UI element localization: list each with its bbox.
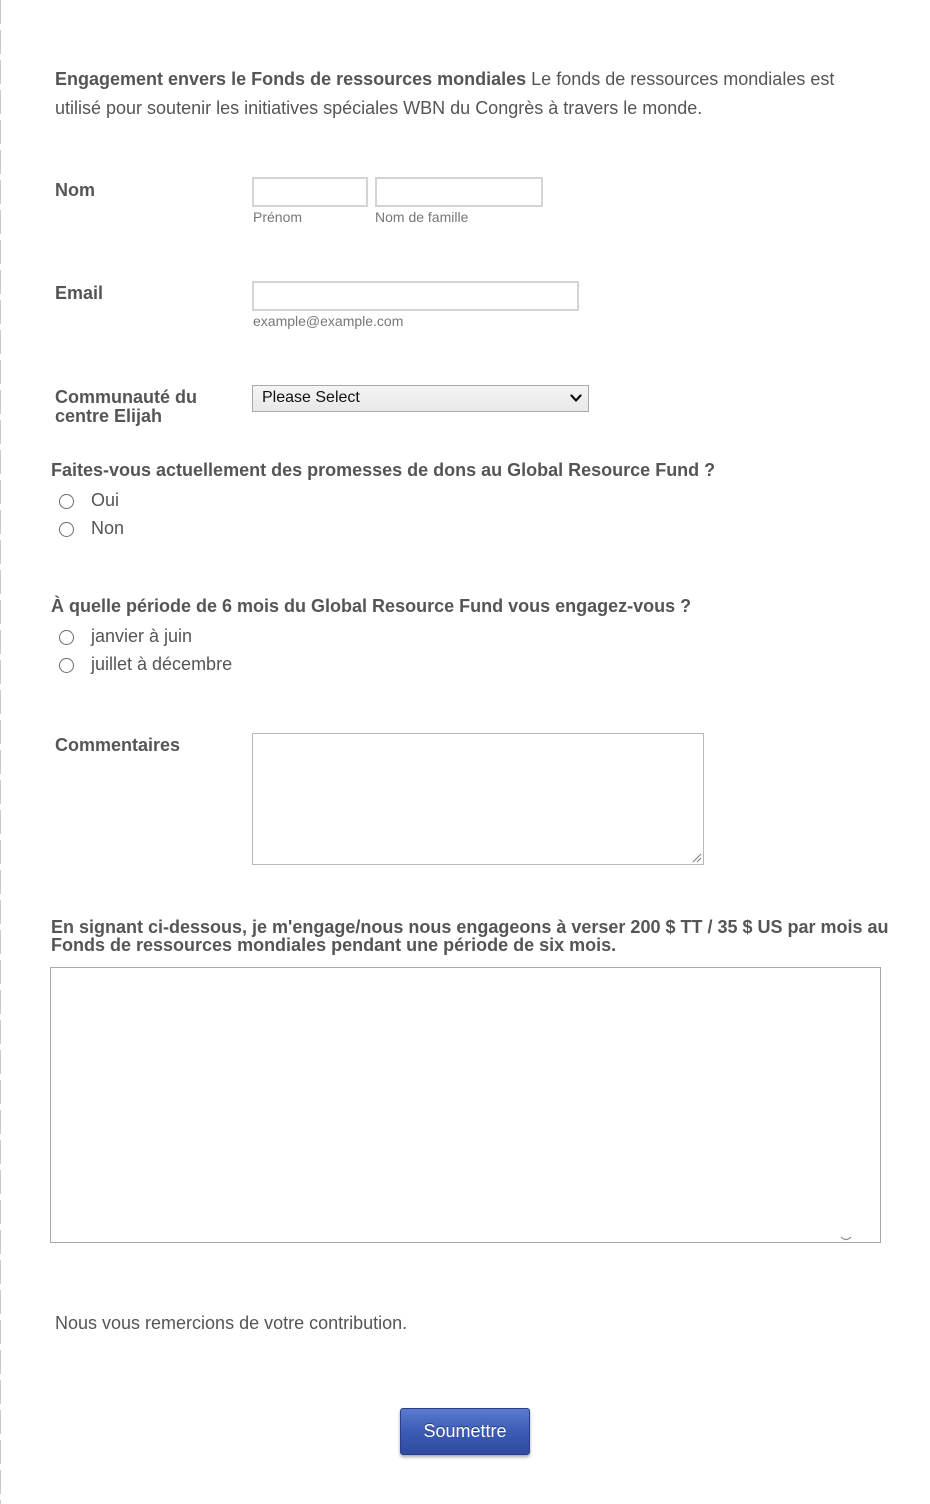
community-label-line2: centre Elijah [55,406,163,426]
comments-label: Commentaires [55,735,181,755]
comments-textarea[interactable] [252,733,704,865]
left-border-rule [0,0,1,1504]
radio-label: Oui [91,490,120,510]
last-name-input[interactable] [375,177,543,207]
first-name-sublabel: Prénom [253,209,303,225]
community-label-line1: Communauté du [55,387,197,407]
submit-button[interactable]: Soumettre [400,1408,530,1455]
radio-label: janvier à juin [91,626,193,646]
community-select[interactable] [252,385,589,412]
radio-button[interactable] [59,494,74,509]
first-name-input[interactable] [252,177,368,207]
name-label: Nom [55,180,95,200]
period-question: À quelle période de 6 mois du Global Resource Fund vous engagez-vous ? [51,596,692,616]
signature-clear-icon[interactable] [840,1236,852,1242]
pledging-question: Faites-vous actuellement des promesses de dons au Global Resource Fund ? [51,460,716,480]
radio-label: juillet à décembre [91,654,233,674]
radio-label: Non [91,518,125,538]
intro-description: Le fonds de ressources mondiales est utilisé pour soutenir les initiatives spéciales WBN du Congrès à travers le monde. [55,69,835,118]
form-intro [55,65,885,123]
radio-button[interactable] [59,522,74,537]
email-label: Email [55,283,104,303]
email-input[interactable] [252,281,579,311]
community-select-value: Please Select [262,389,360,406]
radio-button[interactable] [59,658,74,673]
thank-you-text: Nous vous remercions de votre contribution. [55,1313,408,1333]
signature-pad[interactable] [50,967,881,1243]
signature-question: En signant ci-dessous, je m'engage/nous nous engageons à verser 200 $ TT / 35 $ US par mois au Fonds de ressources mondiales pendant une période de six mois. [51,917,889,955]
community-label [55,388,197,426]
radio-button[interactable] [59,630,74,645]
last-name-sublabel: Nom de famille [375,209,469,225]
resize-grip-icon[interactable] [692,853,702,863]
intro-title: Engagement envers le Fonds de ressources mondiales [55,69,527,89]
chevron-down-icon [570,392,582,404]
email-sublabel: example@example.com [253,313,404,329]
